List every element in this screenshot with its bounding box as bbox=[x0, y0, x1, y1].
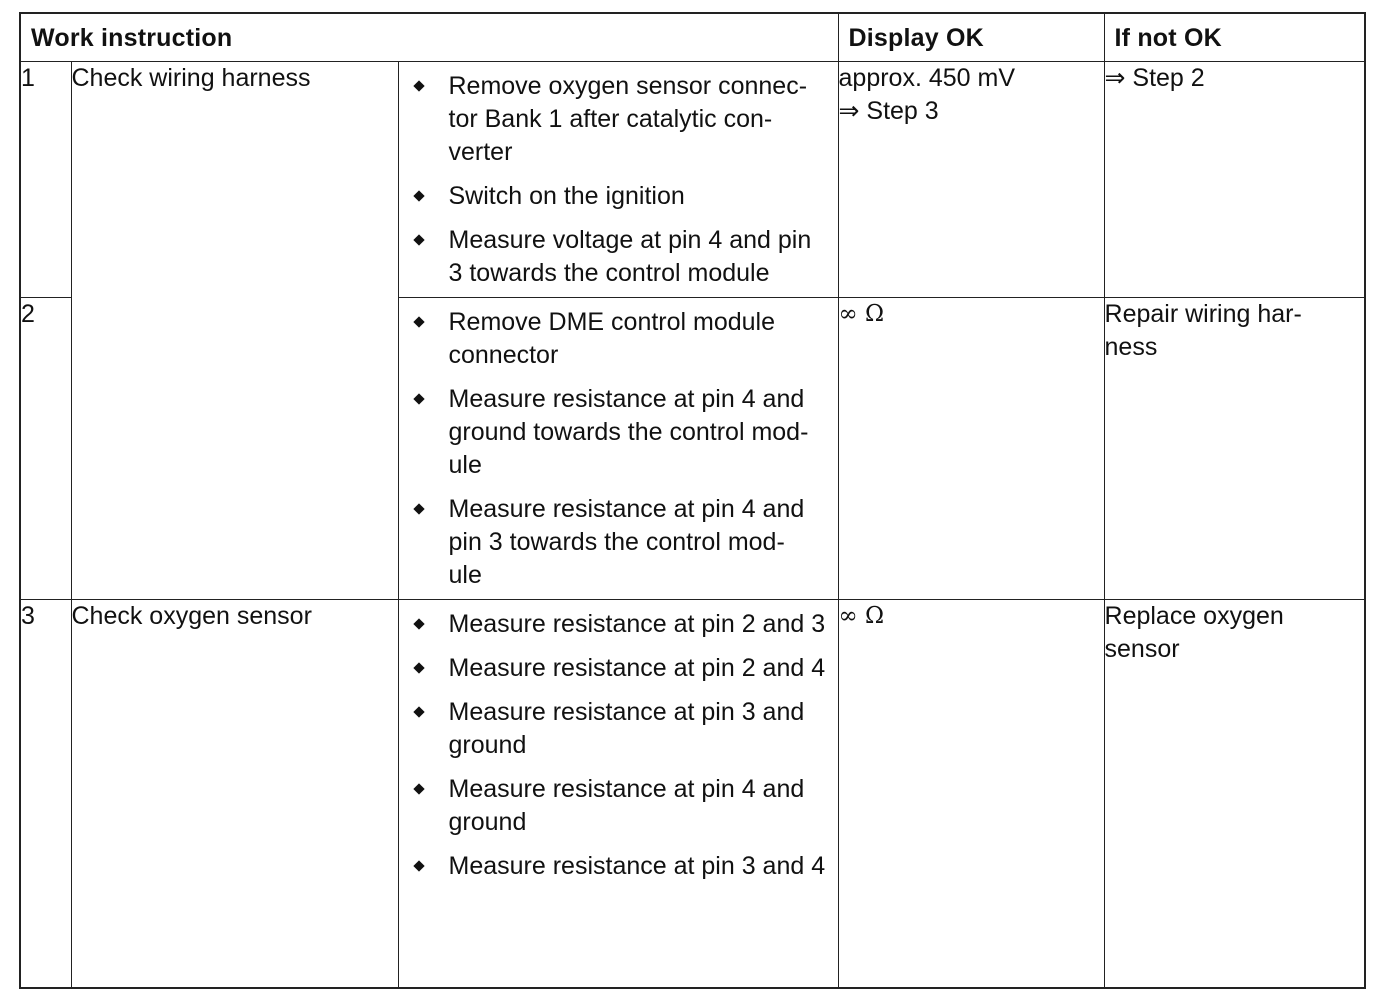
if-not-ok-cell: Repair wiring har- ness bbox=[1104, 297, 1365, 599]
bullet-diamond-icon bbox=[413, 783, 424, 794]
bullet-diamond-icon bbox=[413, 393, 424, 404]
header-if-not-ok: If not OK bbox=[1104, 13, 1365, 61]
list-item: Measure resistance at pin 2 and 4 bbox=[411, 652, 830, 685]
list-item: Switch on the ignition bbox=[411, 180, 830, 213]
header-work-instruction: Work instruction bbox=[20, 13, 838, 61]
instruction-cell bbox=[398, 599, 838, 988]
step-number: 2 bbox=[20, 297, 71, 599]
header-row bbox=[20, 13, 1365, 61]
bullet-diamond-icon bbox=[413, 234, 424, 245]
bullet-diamond-icon bbox=[413, 503, 424, 514]
bullet-diamond-icon bbox=[413, 80, 424, 91]
display-ok-cell: approx. 450 mV ⇒ Step 3 bbox=[838, 61, 1104, 297]
bullet-diamond-icon bbox=[413, 618, 424, 629]
list-item: Measure resistance at pin 4 and ground bbox=[411, 773, 830, 839]
list-item: Measure resistance at pin 4 and pin 3 towards the control mod- ule bbox=[411, 493, 830, 592]
step-number: 3 bbox=[20, 599, 71, 988]
bullet-diamond-icon bbox=[413, 706, 424, 717]
list-item: Measure resistance at pin 3 and ground bbox=[411, 696, 830, 762]
if-not-ok-cell: Replace oxygen sensor bbox=[1104, 599, 1365, 988]
if-not-ok-cell: ⇒ Step 2 bbox=[1104, 61, 1365, 297]
list-item: Remove oxygen sensor connec- tor Bank 1 after catalytic con- verter bbox=[411, 70, 830, 169]
bullet-diamond-icon bbox=[413, 190, 424, 201]
task-label: Check wiring harness bbox=[71, 61, 398, 599]
instruction-list bbox=[399, 62, 838, 294]
bullet-diamond-icon bbox=[413, 662, 424, 673]
instruction-cell bbox=[398, 297, 838, 599]
task-label: Check oxygen sensor bbox=[71, 599, 398, 988]
list-item: Remove DME control module connector bbox=[411, 306, 830, 372]
list-item: Measure resistance at pin 2 and 3 bbox=[411, 608, 830, 641]
display-ok-cell: ∞ Ω bbox=[838, 297, 1104, 599]
list-item: Measure resistance at pin 3 and 4 bbox=[411, 850, 830, 883]
list-item: Measure resistance at pin 4 and ground towards the control mod- ule bbox=[411, 383, 830, 482]
step-number: 1 bbox=[20, 61, 71, 297]
instruction-cell bbox=[398, 61, 838, 297]
display-ok-cell: ∞ Ω bbox=[838, 599, 1104, 988]
list-item: Measure voltage at pin 4 and pin 3 towards the control module bbox=[411, 224, 830, 290]
bullet-diamond-icon bbox=[413, 316, 424, 327]
table-row bbox=[20, 61, 1365, 297]
instruction-list bbox=[399, 600, 838, 887]
bullet-diamond-icon bbox=[413, 860, 424, 871]
work-instruction-table bbox=[19, 12, 1366, 989]
header-display-ok: Display OK bbox=[838, 13, 1104, 61]
table-row bbox=[20, 599, 1365, 988]
instruction-list bbox=[399, 298, 838, 596]
